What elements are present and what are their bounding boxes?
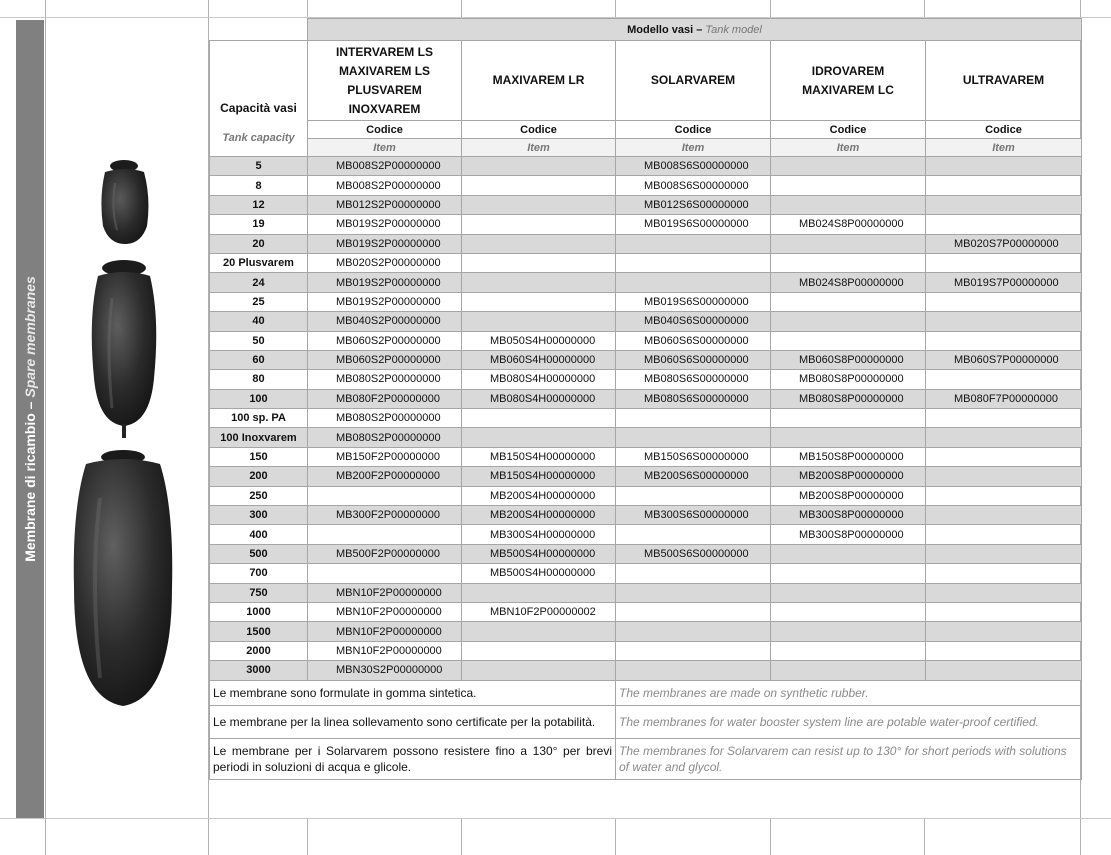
code-cell: MBN10F2P00000002: [462, 602, 616, 621]
code-cell: MB060S7P00000000: [926, 350, 1082, 369]
code-cell: [926, 544, 1082, 563]
code-cell: [926, 447, 1082, 466]
code-cell: MB200S6S00000000: [616, 467, 771, 486]
code-cell: [771, 661, 926, 680]
code-cell: MB080S8P00000000: [771, 389, 926, 408]
code-cell: MB019S2P00000000: [308, 273, 462, 292]
code-cell: [926, 583, 1082, 602]
model-header: [308, 19, 1082, 41]
grid-line: [615, 818, 616, 855]
code-cell: [616, 564, 771, 583]
code-cell: MB300S6S00000000: [616, 506, 771, 525]
code-cell: MB300S8P00000000: [771, 506, 926, 525]
code-cell: [616, 622, 771, 641]
grid-line: [461, 818, 462, 855]
capacity-cell: 60: [210, 350, 308, 369]
model-name-1: [308, 41, 462, 121]
code-cell: [771, 544, 926, 563]
table-row: [210, 467, 1082, 486]
item-header: Item: [926, 139, 1082, 157]
code-header: Codice: [462, 121, 616, 139]
code-cell: MB050S4H00000000: [462, 331, 616, 350]
model-name-line: SOLARVAREM: [650, 73, 736, 87]
code-cell: MB500S4H00000000: [462, 564, 616, 583]
code-cell: [616, 234, 771, 253]
table-row: [210, 370, 1082, 389]
code-cell: [616, 273, 771, 292]
code-cell: [616, 602, 771, 621]
code-cell: MB040S2P00000000: [308, 312, 462, 331]
code-cell: MB019S2P00000000: [308, 215, 462, 234]
code-cell: MB080S6S00000000: [616, 370, 771, 389]
code-cell: [926, 215, 1082, 234]
grid-line: [0, 818, 1111, 819]
model-header-separator: –: [696, 23, 703, 36]
capacity-cell: 24: [210, 273, 308, 292]
code-cell: MB020S7P00000000: [926, 234, 1082, 253]
code-cell: MB080S8P00000000: [771, 370, 926, 389]
code-cell: [462, 622, 616, 641]
item-header: Item: [308, 139, 462, 157]
capacity-cell: 20: [210, 234, 308, 253]
code-cell: MB060S2P00000000: [308, 350, 462, 369]
code-cell: [926, 641, 1082, 660]
capacity-cell: 19: [210, 215, 308, 234]
code-cell: MBN10F2P00000000: [308, 583, 462, 602]
capacity-cell: 700: [210, 564, 308, 583]
capacity-cell: 25: [210, 292, 308, 311]
code-cell: [771, 331, 926, 350]
sidebar-label: [18, 69, 42, 769]
code-cell: [771, 312, 926, 331]
table-row: [210, 157, 1082, 176]
code-header: Codice: [926, 121, 1082, 139]
code-cell: MBN30S2P00000000: [308, 661, 462, 680]
capacity-cell: 1500: [210, 622, 308, 641]
code-cell: MB060S4H00000000: [462, 350, 616, 369]
code-cell: [462, 215, 616, 234]
grid-line: [770, 0, 771, 18]
code-cell: [616, 525, 771, 544]
code-cell: MB080F2P00000000: [308, 389, 462, 408]
table-row: [210, 389, 1082, 408]
code-cell: MB008S2P00000000: [308, 157, 462, 176]
model-name-line: MAXIVAREM LS: [338, 63, 431, 78]
capacity-cell: 150: [210, 447, 308, 466]
code-cell: MB200S4H00000000: [462, 486, 616, 505]
code-header: Codice: [616, 121, 771, 139]
code-cell: MB012S6S00000000: [616, 195, 771, 214]
code-cell: MB019S2P00000000: [308, 234, 462, 253]
code-cell: [926, 506, 1082, 525]
code-cell: MB024S8P00000000: [771, 215, 926, 234]
code-cell: MB008S6S00000000: [616, 157, 771, 176]
code-cell: [462, 176, 616, 195]
table-row: [210, 428, 1082, 447]
code-cell: MB080S4H00000000: [462, 370, 616, 389]
capacity-cell: 400: [210, 525, 308, 544]
note-en: The membranes for Solarvarem can resist up to 130° for short periods with solutions of water and glycol.: [616, 738, 1082, 779]
capacity-cell: 8: [210, 176, 308, 195]
code-cell: MBN10F2P00000000: [308, 641, 462, 660]
model-header-it: Modello vasi: [627, 23, 694, 36]
grid-line: [45, 0, 46, 855]
code-cell: MB150S8P00000000: [771, 447, 926, 466]
model-header-en: Tank model: [705, 23, 762, 36]
note-it: Le membrane per la linea sollevamento sono certificate per la potabilità.: [210, 705, 616, 738]
table-row: [210, 583, 1082, 602]
code-cell: MBN10F2P00000000: [308, 622, 462, 641]
code-cell: MB019S7P00000000: [926, 273, 1082, 292]
model-name-line: INTERVAREM LS: [336, 44, 433, 59]
code-cell: [926, 370, 1082, 389]
code-cell: [771, 409, 926, 428]
code-cell: [926, 409, 1082, 428]
model-name-2: [462, 41, 616, 121]
code-cell: [771, 292, 926, 311]
code-cell: MB060S2P00000000: [308, 331, 462, 350]
code-cell: [462, 641, 616, 660]
code-cell: [771, 195, 926, 214]
code-cell: [926, 486, 1082, 505]
table-row: [210, 292, 1082, 311]
code-cell: [616, 409, 771, 428]
capacity-cell: 50: [210, 331, 308, 350]
capacity-cell: 500: [210, 544, 308, 563]
code-cell: MB012S2P00000000: [308, 195, 462, 214]
code-cell: [771, 641, 926, 660]
code-cell: [771, 564, 926, 583]
large-membrane-image: [70, 448, 176, 710]
code-cell: [771, 583, 926, 602]
code-cell: MB200S8P00000000: [771, 467, 926, 486]
code-cell: [462, 234, 616, 253]
table-row: [210, 544, 1082, 563]
item-header: Item: [462, 139, 616, 157]
grid-line: [461, 0, 462, 18]
code-cell: [462, 292, 616, 311]
code-cell: [462, 409, 616, 428]
sidebar-label-en: Spare membranes: [22, 276, 38, 398]
code-cell: [616, 253, 771, 272]
table-row: [210, 506, 1082, 525]
model-name-line: MAXIVAREM LC: [802, 82, 894, 97]
capacity-cell: 100 sp. PA: [210, 409, 308, 428]
table-row: [210, 641, 1082, 660]
code-cell: [462, 157, 616, 176]
small-membrane-image: [95, 158, 155, 248]
code-cell: [926, 525, 1082, 544]
code-cell: [926, 602, 1082, 621]
model-name-3: [616, 41, 771, 121]
table-row: [210, 234, 1082, 253]
code-cell: MB060S6S00000000: [616, 331, 771, 350]
code-cell: MB019S2P00000000: [308, 292, 462, 311]
code-cell: [308, 564, 462, 583]
code-cell: MB300F2P00000000: [308, 506, 462, 525]
code-cell: [462, 312, 616, 331]
code-cell: MB500S4H00000000: [462, 544, 616, 563]
code-cell: MB200F2P00000000: [308, 467, 462, 486]
code-cell: [771, 428, 926, 447]
code-cell: MB080S4H00000000: [462, 389, 616, 408]
capacity-cell: 200: [210, 467, 308, 486]
code-cell: MB080F7P00000000: [926, 389, 1082, 408]
code-cell: [926, 428, 1082, 447]
code-cell: MB020S2P00000000: [308, 253, 462, 272]
model-name-line: ULTRAVAREM: [962, 73, 1045, 87]
code-cell: MB080S2P00000000: [308, 409, 462, 428]
capacity-cell: 100: [210, 389, 308, 408]
capacity-header: Capacità vasi: [210, 41, 308, 121]
code-cell: [926, 253, 1082, 272]
code-cell: [462, 195, 616, 214]
table-row: [210, 661, 1082, 680]
code-cell: MB500F2P00000000: [308, 544, 462, 563]
grid-line: [924, 0, 925, 18]
grid-line: [770, 818, 771, 855]
code-cell: [308, 486, 462, 505]
code-cell: MB150S6S00000000: [616, 447, 771, 466]
model-name-line: PLUSVAREM: [347, 82, 422, 97]
code-cell: MB500S6S00000000: [616, 544, 771, 563]
code-cell: MB150F2P00000000: [308, 447, 462, 466]
code-cell: [926, 331, 1082, 350]
code-cell: MB080S6S00000000: [616, 389, 771, 408]
table-row: [210, 253, 1082, 272]
item-header: Item: [616, 139, 771, 157]
capacity-cell: 750: [210, 583, 308, 602]
sidebar-label-it: Membrane di ricambio: [22, 413, 38, 562]
table-row: [210, 331, 1082, 350]
grid-line: [615, 0, 616, 18]
membrane-table: [209, 18, 1082, 780]
capacity-cell: 12: [210, 195, 308, 214]
code-cell: [462, 273, 616, 292]
code-cell: [616, 486, 771, 505]
capacity-cell: 3000: [210, 661, 308, 680]
capacity-header-en: Tank capacity: [210, 121, 308, 157]
note-it: Le membrane sono formulate in gomma sintetica.: [210, 680, 616, 705]
table-row: [210, 312, 1082, 331]
code-cell: [926, 467, 1082, 486]
table-row: [210, 602, 1082, 621]
capacity-cell: 20 Plusvarem: [210, 253, 308, 272]
code-cell: [616, 641, 771, 660]
table-row: [210, 273, 1082, 292]
capacity-cell: 300: [210, 506, 308, 525]
note-en: The membranes for water booster system line are potable water-proof certified.: [616, 705, 1082, 738]
table-row: [210, 447, 1082, 466]
code-cell: MB008S2P00000000: [308, 176, 462, 195]
capacity-cell: 40: [210, 312, 308, 331]
code-cell: MB150S4H00000000: [462, 467, 616, 486]
sidebar-separator: –: [22, 401, 38, 410]
code-cell: [771, 622, 926, 641]
note-it: Le membrane per i Solarvarem possono resistere fino a 130° per brevi periodi in soluzioni di acqua e glicole.: [210, 738, 616, 779]
grid-line: [307, 818, 308, 855]
code-cell: MB080S2P00000000: [308, 370, 462, 389]
model-name-line: MAXIVAREM LR: [492, 73, 585, 87]
code-cell: MB080S2P00000000: [308, 428, 462, 447]
code-cell: [462, 428, 616, 447]
model-name-4: [771, 41, 926, 121]
header-blank-cell: [210, 19, 308, 41]
table-row: [210, 486, 1082, 505]
code-cell: [926, 564, 1082, 583]
code-cell: [771, 602, 926, 621]
table-row: [210, 622, 1082, 641]
table-row: [210, 564, 1082, 583]
code-cell: [926, 195, 1082, 214]
code-cell: [462, 583, 616, 602]
model-name-line: INOXVAREM: [348, 101, 421, 116]
code-cell: [771, 234, 926, 253]
code-cell: [771, 157, 926, 176]
code-cell: [616, 661, 771, 680]
code-cell: [926, 622, 1082, 641]
code-cell: MB300S8P00000000: [771, 525, 926, 544]
code-cell: MB150S4H00000000: [462, 447, 616, 466]
model-name-5: [926, 41, 1082, 121]
code-cell: [771, 176, 926, 195]
capacity-cell: 250: [210, 486, 308, 505]
capacity-cell: 5: [210, 157, 308, 176]
grid-line: [924, 818, 925, 855]
code-cell: [771, 253, 926, 272]
code-cell: MB040S6S00000000: [616, 312, 771, 331]
table-row: [210, 176, 1082, 195]
capacity-cell: 100 Inoxvarem: [210, 428, 308, 447]
code-cell: [308, 525, 462, 544]
item-header: Item: [771, 139, 926, 157]
code-cell: MB300S4H00000000: [462, 525, 616, 544]
table-row: [210, 409, 1082, 428]
table-row: [210, 525, 1082, 544]
medium-membrane-image: [86, 258, 162, 440]
code-cell: [926, 661, 1082, 680]
code-cell: MB200S4H00000000: [462, 506, 616, 525]
code-cell: MB060S6S00000000: [616, 350, 771, 369]
code-cell: [616, 428, 771, 447]
grid-line: [307, 0, 308, 18]
capacity-cell: 2000: [210, 641, 308, 660]
code-cell: [462, 253, 616, 272]
code-header: Codice: [771, 121, 926, 139]
code-cell: [462, 661, 616, 680]
model-name-line: IDROVAREM: [811, 63, 885, 78]
code-cell: MB200S8P00000000: [771, 486, 926, 505]
code-cell: MBN10F2P00000000: [308, 602, 462, 621]
code-cell: MB008S6S00000000: [616, 176, 771, 195]
code-cell: [926, 312, 1082, 331]
code-cell: MB019S6S00000000: [616, 215, 771, 234]
code-cell: MB024S8P00000000: [771, 273, 926, 292]
code-header: Codice: [308, 121, 462, 139]
code-cell: [926, 157, 1082, 176]
code-cell: [616, 583, 771, 602]
code-cell: MB060S8P00000000: [771, 350, 926, 369]
code-cell: MB019S6S00000000: [616, 292, 771, 311]
code-cell: [926, 292, 1082, 311]
code-cell: [926, 176, 1082, 195]
capacity-cell: 1000: [210, 602, 308, 621]
table-row: [210, 195, 1082, 214]
note-en: The membranes are made on synthetic rubber.: [616, 680, 1082, 705]
capacity-cell: 80: [210, 370, 308, 389]
table-row: [210, 215, 1082, 234]
table-row: [210, 350, 1082, 369]
